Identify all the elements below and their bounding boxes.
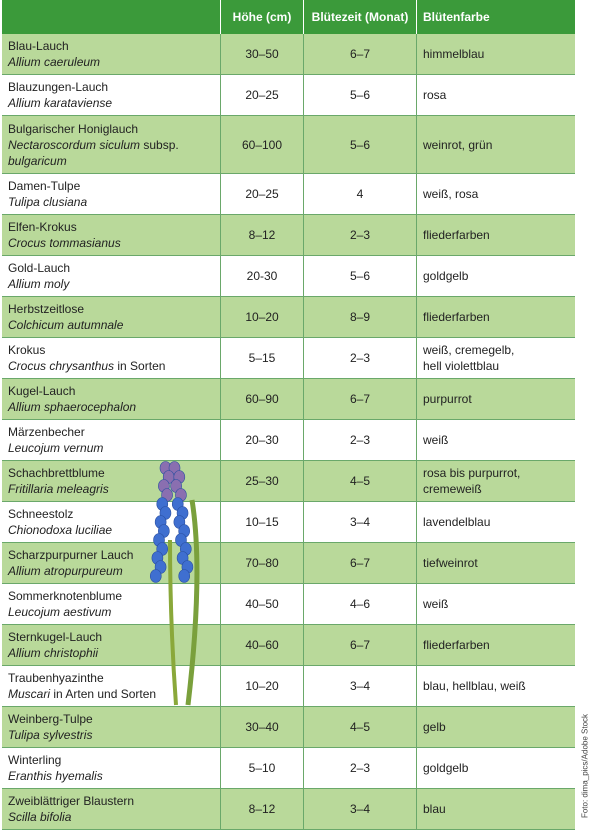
common-name: Schachbrettblume [8,466,105,480]
photo-credit: Foto: dima_pics/Adobe Stock [580,713,590,819]
table-row [2,174,575,215]
height-cell: 30–50 [220,34,303,74]
bloom-color-text: gelb [423,720,446,734]
botanical-name-italic: Allium moly [8,277,70,291]
bloom-color-cell [416,502,575,542]
bloom-color-text: hell violettblau [423,359,500,373]
botanical-name-italic: Allium caeruleum [8,55,101,69]
botanical-name [8,358,165,374]
common-name: Zweiblättriger Blaustern [8,794,135,808]
bloom-color-cell [416,338,575,378]
bloom-time-cell: 8–9 [303,297,416,337]
height-cell: 10–20 [220,297,303,337]
bloom-time-cell: 3–4 [303,666,416,706]
botanical-name [8,235,121,251]
table-row [2,625,575,666]
height-cell: 5–15 [220,338,303,378]
botanical-name-italic: Fritillaria meleagris [8,482,109,496]
height-cell: 5–10 [220,748,303,788]
botanical-name-italic: Tulipa clusiana [8,195,88,209]
table-row [2,543,575,584]
bloom-color-cell [416,420,575,460]
botanical-name-suffix: subsp. [140,137,179,152]
bloom-time-cell: 3–4 [303,502,416,542]
botanical-name-suffix: in Arten und Sorten [50,687,157,701]
common-name: Winterling [8,753,62,767]
height-cell: 40–60 [220,625,303,665]
table-row [2,34,575,75]
bloom-color-text: tiefweinrot [423,556,478,570]
bloom-time-cell: 6–7 [303,543,416,583]
plant-name-cell [2,748,220,788]
height-cell: 40–50 [220,584,303,624]
bloom-time-cell: 2–3 [303,420,416,460]
plant-name-cell [2,338,220,378]
bloom-color-cell [416,379,575,419]
common-name: Bulgarischer Honiglauch [8,121,139,136]
plant-name-cell [2,666,220,706]
bloom-time-cell: 5–6 [303,75,416,115]
bloom-time-cell: 6–7 [303,34,416,74]
table-row [2,502,575,543]
table-header [2,0,575,34]
bloom-color-cell [416,215,575,255]
table-row [2,584,575,625]
bloom-color-cell [416,543,575,583]
height-cell: 20-30 [220,256,303,296]
table-row [2,379,575,420]
bloom-color-cell [416,461,575,501]
botanical-name [8,317,123,333]
botanical-name-italic: Scilla bifolia [8,810,72,824]
common-name: Blau-Lauch [8,39,69,53]
common-name: Herbstzeitlose [8,302,85,316]
bloom-color-text: fliederfarben [423,638,490,652]
table-row [2,116,575,174]
bloom-color-text: goldgelb [423,761,469,775]
botanical-name [8,522,112,538]
table-body [2,34,575,830]
height-cell: 10–20 [220,666,303,706]
botanical-name [8,153,67,169]
common-name: Märzenbecher [8,425,85,439]
bloom-time-cell: 3–4 [303,789,416,829]
bloom-color-text: goldgelb [423,269,469,283]
common-name: Traubenhyazinthe [8,671,104,685]
plant-name-cell [2,75,220,115]
height-cell: 20–25 [220,174,303,214]
bloom-color-text: rosa bis purpurrot, [423,466,521,480]
botanical-name-italic: Colchicum autumnale [8,318,124,332]
table-row [2,666,575,707]
bloom-color-text: purpurrot [423,392,472,406]
botanical-name [8,95,112,111]
table-row [2,707,575,748]
plant-name-cell [2,215,220,255]
bloom-color-text: lavendelblau [423,515,491,529]
botanical-name-suffix: in Sorten [114,359,166,373]
common-name: Kugel-Lauch [8,384,76,398]
plant-name-cell [2,625,220,665]
height-cell: 20–25 [220,75,303,115]
common-name: Elfen-Krokus [8,220,77,234]
header-height: Höhe (cm) [220,0,303,34]
bloom-time-cell: 2–3 [303,338,416,378]
plant-name-cell [2,789,220,829]
botanical-name [8,727,92,743]
bloom-color-cell [416,707,575,747]
botanical-name [8,481,109,497]
header-bloom-time: Blütezeit (Monat) [303,0,416,34]
table-row [2,75,575,116]
common-name: Schneestolz [8,507,74,521]
plant-name-cell [2,543,220,583]
bloom-color-text: weiß, cremegelb, [423,343,515,357]
plant-name-cell [2,461,220,501]
bloom-color-cell [416,625,575,665]
botanical-name-italic: bulgaricum [8,153,67,168]
botanical-name-italic: Allium sphaerocephalon [8,400,137,414]
bloom-color-cell [416,748,575,788]
bloom-color-cell [416,116,575,173]
botanical-name [8,686,156,702]
botanical-name-italic: Nectaroscordum siculum [8,137,141,152]
botanical-name-italic: Leucojum aestivum [8,605,112,619]
common-name: Damen-Tulpe [8,179,81,193]
table-row [2,256,575,297]
botanical-name-italic: Allium atropurpureum [8,564,123,578]
botanical-name [8,440,103,456]
plant-name-cell [2,379,220,419]
botanical-name-italic: Crocus chrysanthus [8,359,115,373]
height-cell: 60–100 [220,116,303,173]
bloom-time-cell: 6–7 [303,625,416,665]
bloom-color-text: weiß [423,433,449,447]
common-name: Scharzpurpurner Lauch [8,548,134,562]
botanical-name-italic: Leucojum vernum [8,441,104,455]
height-cell: 20–30 [220,420,303,460]
common-name: Blauzungen-Lauch [8,80,109,94]
table-row [2,420,575,461]
plant-table [2,0,575,830]
height-cell: 70–80 [220,543,303,583]
bloom-time-cell: 6–7 [303,379,416,419]
height-cell: 8–12 [220,789,303,829]
bloom-time-cell: 2–3 [303,215,416,255]
botanical-name [8,809,71,825]
bloom-color-text: cremeweiß [423,482,482,496]
bloom-time-cell: 5–6 [303,116,416,173]
botanical-name-italic: Chionodoxa luciliae [8,523,113,537]
height-cell: 10–15 [220,502,303,542]
botanical-name [8,276,69,292]
botanical-name-italic: Tulipa sylvestris [8,728,93,742]
botanical-name [8,194,87,210]
header-bloom-color: Blütenfarbe [416,0,575,34]
common-name: Sternkugel-Lauch [8,630,103,644]
bloom-color-text: rosa [423,88,447,102]
botanical-name-italic: Allium christophii [8,646,99,660]
bloom-color-cell [416,666,575,706]
bloom-time-cell: 4–5 [303,707,416,747]
plant-name-cell [2,420,220,460]
bloom-color-cell [416,34,575,74]
bloom-color-cell [416,297,575,337]
bloom-color-text: blau [423,802,446,816]
table-row [2,748,575,789]
height-cell: 25–30 [220,461,303,501]
plant-name-cell [2,707,220,747]
botanical-name [8,645,98,661]
bloom-color-text: himmelblau [423,47,485,61]
plant-name-cell [2,256,220,296]
height-cell: 60–90 [220,379,303,419]
table-row [2,338,575,379]
bloom-color-cell [416,256,575,296]
table-row [2,789,575,830]
bloom-color-text: fliederfarben [423,228,490,242]
botanical-name-italic: Muscari [8,687,51,701]
common-name: Sommerknotenblume [8,589,123,603]
bloom-time-cell: 4–5 [303,461,416,501]
bloom-color-cell [416,789,575,829]
bloom-color-text: fliederfarben [423,310,490,324]
bloom-time-cell: 5–6 [303,256,416,296]
plant-name-cell [2,174,220,214]
bloom-color-cell [416,584,575,624]
plant-name-cell [2,584,220,624]
bloom-color-cell [416,174,575,214]
bloom-color-cell [416,75,575,115]
plant-name-cell [2,34,220,74]
botanical-name-italic: Eranthis hyemalis [8,769,103,783]
botanical-name [8,768,103,784]
botanical-name [8,604,111,620]
plant-name-cell [2,297,220,337]
height-cell: 30–40 [220,707,303,747]
bloom-color-text: weinrot, grün [423,137,493,152]
table-row [2,215,575,256]
bloom-time-cell: 4 [303,174,416,214]
bloom-time-cell: 4–6 [303,584,416,624]
bloom-time-cell: 2–3 [303,748,416,788]
botanical-name-italic: Crocus tommasianus [8,236,121,250]
table-row [2,461,575,502]
common-name: Weinberg-Tulpe [8,712,93,726]
botanical-name [8,563,123,579]
botanical-name [8,399,136,415]
table-row [2,297,575,338]
botanical-name-italic: Allium karataviense [8,96,113,110]
bloom-color-text: weiß, rosa [423,187,479,201]
height-cell: 8–12 [220,215,303,255]
botanical-name [8,137,179,153]
common-name: Krokus [8,343,46,357]
bloom-color-text: blau, hellblau, weiß [423,679,526,693]
botanical-name [8,54,100,70]
plant-name-cell [2,502,220,542]
header-name [2,0,220,34]
bloom-color-text: weiß [423,597,449,611]
common-name: Gold-Lauch [8,261,71,275]
plant-name-cell [2,116,220,173]
